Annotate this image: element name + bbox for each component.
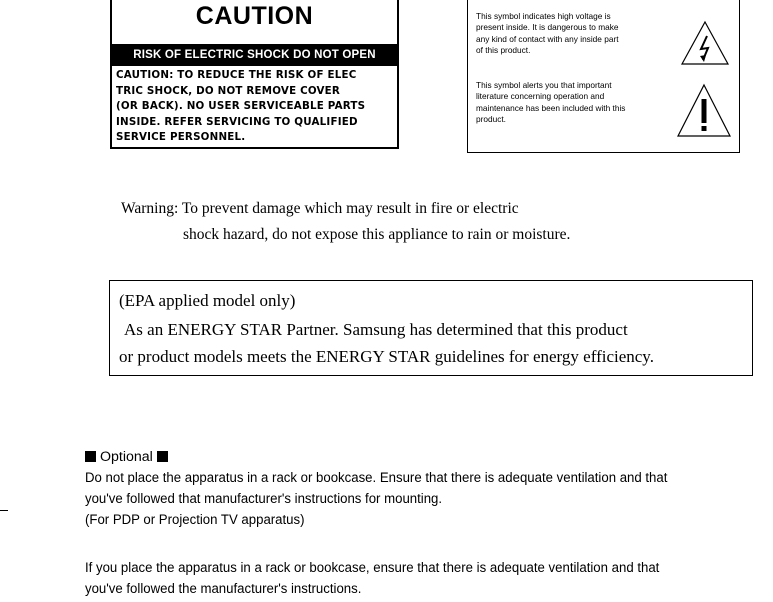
epa-title: (EPA applied model only) [119,291,296,310]
optional-heading [85,449,168,465]
caution-body-line: TRIC SHOCK, DO NOT REMOVE COVER [116,84,341,97]
symbol-text-line: This symbol alerts you that important [476,80,612,90]
symbol-text-line: maintenance has been included with this [476,102,626,113]
optional-heading-label: Optional [99,449,153,465]
energy-star-text-line: or product models meets the ENERGY STAR guidelines for energy efficiency. [119,347,654,366]
caution-body [116,68,395,146]
optional-text-line: Do not place the apparatus in a rack or bookcase. Ensure that there is adequate ventilation and that [85,470,668,486]
symbol-text-line: of this product. [476,44,531,55]
energy-star-box [109,280,753,376]
symbol-text-line: This symbol indicates high voltage is [476,11,611,21]
caution-box [110,0,399,149]
exclamation-warning-icon [676,83,732,139]
symbol-text-line: any kind of contact with any inside part [476,33,619,44]
caution-body-line: INSIDE. REFER SERVICING TO QUALIFIED [116,115,358,128]
optional-text-line: If you place the apparatus in a rack or bookcase, ensure that there is adequate ventilation and that [85,560,660,576]
caution-title: CAUTION [195,2,314,30]
caution-body-line: CAUTION: TO REDUCE THE RISK OF ELEC [116,69,357,81]
lightning-warning-icon [680,20,730,66]
optional-text-line: (For PDP or Projection TV apparatus) [85,512,305,528]
high-voltage-description [476,11,679,56]
warning-text-line: shock hazard, do not expose this appliance to rain or moisture. [183,226,571,243]
caution-body-line: SERVICE PERSONNEL. [116,131,246,143]
energy-star-text-line: As an ENERGY STAR Partner. Samsung has determined that this product [124,320,628,339]
caution-body-line: (OR BACK). NO USER SERVICEABLE PARTS [116,100,366,112]
symbols-box [467,0,740,153]
symbol-text-line: present inside. It is dangerous to make [476,22,619,33]
symbol-text-line: literature concerning operation and [476,91,605,102]
symbol-text-line: product. [476,113,506,124]
optional-text-line: you've followed that manufacturer's instructions for mounting. [85,491,443,507]
important-literature-description [476,80,679,125]
caution-banner: RISK OF ELECTRIC SHOCK DO NOT OPEN [112,44,397,66]
optional-text-line: you've followed the manufacturer's instructions. [85,581,362,597]
margin-mark [0,510,8,511]
square-bullet-icon [157,451,168,462]
warning-text-line: Warning: To prevent damage which may result in fire or electric [121,200,519,217]
square-bullet-icon [85,451,96,462]
